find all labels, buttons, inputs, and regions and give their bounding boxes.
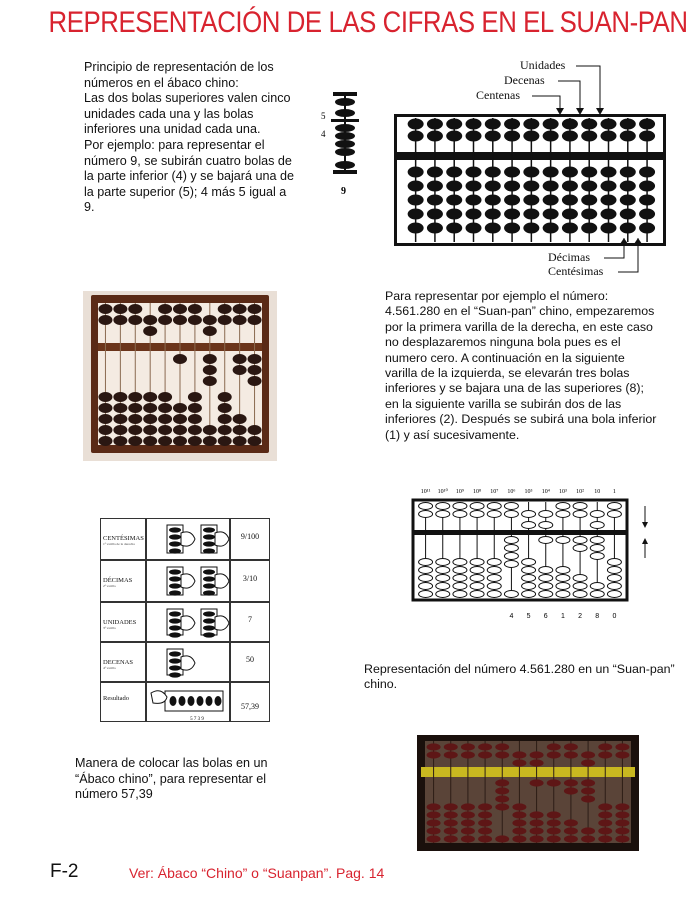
digit-label: 4 <box>509 613 514 620</box>
power-label: 10³ <box>559 489 567 495</box>
page-title: REPRESENTACIÓN DE LAS CIFRAS EN EL SUAN-PAN <box>48 6 688 39</box>
row-value: 57,39 <box>230 682 270 722</box>
power-label: 10 <box>594 489 601 495</box>
label-decenas: Decenas <box>504 73 545 87</box>
digit-label: 8 <box>595 613 600 620</box>
power-label: 1 <box>612 489 616 495</box>
row-sub: 2ª varilla <box>103 584 116 588</box>
row-value: 50 <box>230 642 270 682</box>
power-label: 10⁷ <box>490 489 499 495</box>
table-row <box>100 602 270 642</box>
hand-illustration <box>146 518 230 560</box>
row-label: UNIDADES <box>103 619 137 626</box>
row-value: 7 <box>230 602 270 642</box>
label-centenas: Centenas <box>476 88 520 102</box>
rod-label-9: 9 <box>341 186 346 197</box>
method-table <box>100 518 270 722</box>
reference-link[interactable]: Ver: Ábaco “Chino” o “Suanpan”. Pag. 14 <box>129 865 385 881</box>
page-code: F-2 <box>50 861 79 882</box>
label-unidades: Unidades <box>520 58 566 72</box>
digit-label: 1 <box>560 613 565 620</box>
table-row <box>100 560 270 602</box>
power-label: 10¹⁰ <box>437 489 448 495</box>
table-row <box>100 642 270 682</box>
power-label: 10⁵ <box>524 489 533 495</box>
power-label: 10⁸ <box>473 489 482 495</box>
digit-label: 6 <box>543 613 548 620</box>
intro-paragraph: Principio de representación de los números en el ábaco chino: Las dos bolas superiores valen cinco unidades cada una y las bolas inferiores una unidad cada una. Por ejemplo: para representar el número 9, se subirán cuatro bolas de la parte inferior (4) y se bajará una de la parte superior (5); 4 más 5 igual a 9. <box>84 60 295 215</box>
abacus-4561280-diagram <box>405 484 661 622</box>
row-sub: 4ª varilla <box>103 666 116 670</box>
power-label: 10⁴ <box>541 489 550 495</box>
caption-table: Manera de colocar las bolas en un “Ábaco chino”, para representar el número 57,39 <box>75 756 268 802</box>
row-label: CENTÉSIMAS <box>103 535 144 542</box>
abacus-photo-dark <box>417 735 639 851</box>
row-label: Resultado <box>103 695 129 702</box>
power-label: 10⁶ <box>507 489 516 495</box>
table-row <box>100 682 270 722</box>
hand-illustration <box>146 602 230 642</box>
row-label: DÉCIMAS <box>103 577 133 584</box>
abacus-photo-wood <box>83 291 277 461</box>
result-digits: 5 7 3 9 <box>190 717 204 722</box>
digit-label: 0 <box>612 613 617 620</box>
row-value: 3/10 <box>230 560 270 602</box>
label-centesimas: Centésimas <box>548 264 604 278</box>
row-value: 9/100 <box>230 518 270 560</box>
power-label: 10⁹ <box>455 489 464 495</box>
rod-label-5: 5 <box>321 111 326 121</box>
power-label: 10² <box>576 489 584 495</box>
table-row <box>100 518 270 560</box>
labeled-abacus-diagram <box>394 114 666 246</box>
single-rod-illustration <box>315 88 375 198</box>
row-label: DECENAS <box>103 659 133 666</box>
row-sub: 1ª varilla de la derecha <box>103 542 135 546</box>
caption-number: Representación del número 4.561.280 en un “Suan-pan” chino. <box>364 662 675 692</box>
power-label: 10¹¹ <box>420 489 431 495</box>
example-paragraph: Para representar por ejemplo el número: 4.561.280 en el “Suan-pan” chino, empezaremos por la primera varilla de la derecha, en este caso no desplazaremos ninguna bola pues es el numero cero. A continuación en la siguiente varilla de la izquierda, se elevarán tres bolas inferiores y se bajara una de las superiores (8); en la siguiente varilla se subirán dos de las inferiores (2). Después se subirá una bola inferior (1) y así sucesivamente. <box>385 289 657 442</box>
digit-label: 2 <box>578 613 583 620</box>
hand-illustration <box>146 682 230 722</box>
digit-label: 5 <box>526 613 531 620</box>
rod-label-4: 4 <box>321 129 326 139</box>
hand-illustration <box>146 642 230 682</box>
label-leader-lines <box>380 60 680 120</box>
label-decimas: Décimas <box>548 250 590 264</box>
row-sub: 3ª varilla <box>103 626 116 630</box>
hand-illustration <box>146 560 230 602</box>
